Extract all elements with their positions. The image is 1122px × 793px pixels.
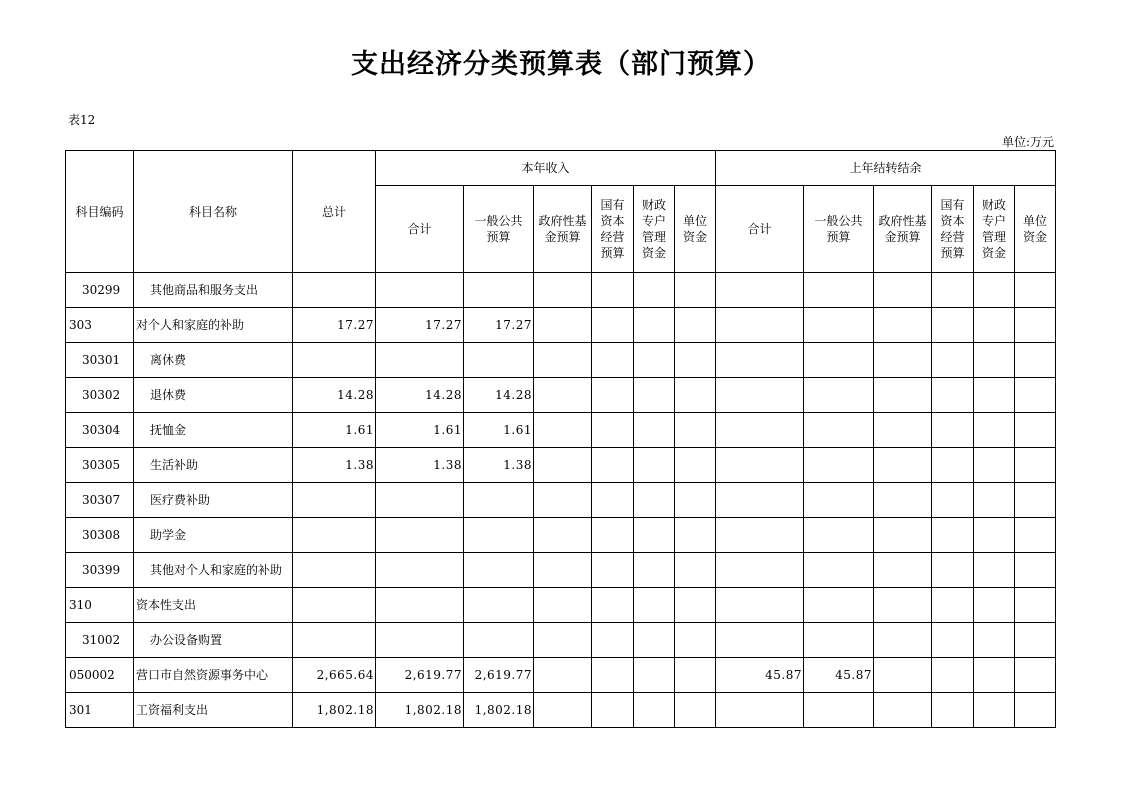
table-row <box>66 553 1056 588</box>
row-value <box>716 483 804 518</box>
row-value <box>974 623 1015 658</box>
row-value <box>716 553 804 588</box>
row-name: 营口市自然资源事务中心 <box>134 658 293 693</box>
table-row <box>66 378 1056 413</box>
row-code: 301 <box>66 693 134 728</box>
row-value <box>675 588 716 623</box>
row-value <box>376 553 464 588</box>
row-value <box>634 693 675 728</box>
row-code: 30302 <box>66 378 134 413</box>
header-current-income: 本年收入 <box>376 151 716 186</box>
row-value <box>804 343 874 378</box>
row-code: 303 <box>66 308 134 343</box>
header-income-fund: 政府性基金预算 <box>534 186 592 273</box>
row-value <box>592 623 634 658</box>
row-value <box>634 343 675 378</box>
row-value <box>974 693 1015 728</box>
header-carryover-general: 一般公共预算 <box>804 186 874 273</box>
row-value <box>634 448 675 483</box>
row-value <box>932 518 974 553</box>
row-value <box>675 623 716 658</box>
row-code: 31002 <box>66 623 134 658</box>
row-value <box>534 273 592 308</box>
row-value <box>974 588 1015 623</box>
row-value <box>293 483 376 518</box>
table-row <box>66 658 1056 693</box>
row-value <box>293 343 376 378</box>
row-value <box>293 518 376 553</box>
budget-table <box>65 150 1056 728</box>
row-value <box>974 413 1015 448</box>
header-carryover-special: 财政专户管理资金 <box>974 186 1015 273</box>
header-income-unit-fund: 单位资金 <box>675 186 716 273</box>
row-value <box>874 693 932 728</box>
row-value <box>932 658 974 693</box>
table-row <box>66 413 1056 448</box>
row-value <box>376 588 464 623</box>
row-value <box>293 273 376 308</box>
row-value <box>464 623 534 658</box>
table-row <box>66 273 1056 308</box>
row-value <box>932 413 974 448</box>
row-value <box>376 273 464 308</box>
row-value <box>874 308 932 343</box>
row-value <box>932 553 974 588</box>
row-value: 2,665.64 <box>293 658 376 693</box>
row-value: 1,802.18 <box>376 693 464 728</box>
row-value <box>804 413 874 448</box>
row-value <box>592 343 634 378</box>
row-value: 1.38 <box>464 448 534 483</box>
row-value: 2,619.77 <box>464 658 534 693</box>
row-code: 30301 <box>66 343 134 378</box>
table-row <box>66 588 1056 623</box>
row-value <box>716 378 804 413</box>
table-body <box>66 273 1056 728</box>
row-name: 工资福利支出 <box>134 693 293 728</box>
row-value <box>592 378 634 413</box>
table-row <box>66 483 1056 518</box>
row-value <box>974 378 1015 413</box>
row-value <box>932 483 974 518</box>
row-value <box>932 378 974 413</box>
row-value <box>376 343 464 378</box>
row-value <box>974 553 1015 588</box>
row-value <box>1015 588 1056 623</box>
row-value <box>293 623 376 658</box>
row-value: 1.38 <box>376 448 464 483</box>
header-carryover-unit-fund: 单位资金 <box>1015 186 1056 273</box>
row-value <box>804 518 874 553</box>
unit-label: 单位:万元 <box>1001 135 1054 149</box>
row-value <box>1015 553 1056 588</box>
row-value <box>1015 623 1056 658</box>
row-value <box>974 343 1015 378</box>
row-value <box>932 273 974 308</box>
row-value <box>464 518 534 553</box>
table-row <box>66 693 1056 728</box>
row-value <box>534 553 592 588</box>
table-row <box>66 308 1056 343</box>
row-value <box>634 273 675 308</box>
row-value <box>634 588 675 623</box>
row-value: 17.27 <box>293 308 376 343</box>
row-value <box>534 448 592 483</box>
row-value <box>804 588 874 623</box>
row-value <box>974 273 1015 308</box>
row-value <box>592 483 634 518</box>
row-value <box>534 483 592 518</box>
row-value <box>874 343 932 378</box>
row-value <box>376 518 464 553</box>
row-value: 17.27 <box>376 308 464 343</box>
row-value <box>1015 413 1056 448</box>
row-value <box>716 273 804 308</box>
header-income-general: 一般公共预算 <box>464 186 534 273</box>
header-total: 总计 <box>293 151 376 273</box>
row-value <box>675 378 716 413</box>
table-number: 表12 <box>68 113 96 127</box>
row-value <box>464 273 534 308</box>
row-value <box>592 273 634 308</box>
row-value <box>675 308 716 343</box>
row-value <box>1015 518 1056 553</box>
row-value <box>716 448 804 483</box>
row-value: 14.28 <box>464 378 534 413</box>
row-value <box>874 483 932 518</box>
row-value <box>634 308 675 343</box>
header-income-sum: 合计 <box>376 186 464 273</box>
row-value <box>974 518 1015 553</box>
row-value <box>974 448 1015 483</box>
row-name: 离休费 <box>134 343 293 378</box>
row-value <box>932 448 974 483</box>
row-code: 30307 <box>66 483 134 518</box>
row-value <box>534 658 592 693</box>
row-value <box>932 308 974 343</box>
row-value <box>804 483 874 518</box>
row-value <box>1015 483 1056 518</box>
row-value <box>1015 448 1056 483</box>
table-row <box>66 343 1056 378</box>
row-value <box>592 448 634 483</box>
row-name: 生活补助 <box>134 448 293 483</box>
row-code: 30399 <box>66 553 134 588</box>
row-value <box>675 483 716 518</box>
row-value <box>932 693 974 728</box>
row-name: 其他商品和服务支出 <box>134 273 293 308</box>
row-value: 45.87 <box>804 658 874 693</box>
row-value <box>804 693 874 728</box>
row-value <box>874 623 932 658</box>
row-value <box>464 483 534 518</box>
row-value <box>716 413 804 448</box>
row-value <box>675 518 716 553</box>
row-value <box>592 658 634 693</box>
row-value: 1.61 <box>293 413 376 448</box>
row-value <box>534 623 592 658</box>
row-value <box>874 448 932 483</box>
row-value <box>592 588 634 623</box>
row-value <box>534 588 592 623</box>
row-value <box>804 308 874 343</box>
row-name: 资本性支出 <box>134 588 293 623</box>
row-value <box>974 658 1015 693</box>
row-value <box>534 343 592 378</box>
row-value <box>716 588 804 623</box>
row-value <box>974 483 1015 518</box>
row-value <box>293 588 376 623</box>
row-code: 30308 <box>66 518 134 553</box>
header-carryover-fund: 政府性基金预算 <box>874 186 932 273</box>
row-value <box>592 308 634 343</box>
row-value <box>716 343 804 378</box>
row-value <box>932 623 974 658</box>
row-value <box>534 378 592 413</box>
header-carryover-sum: 合计 <box>716 186 804 273</box>
table-row <box>66 623 1056 658</box>
table-row <box>66 448 1056 483</box>
row-value <box>592 413 634 448</box>
row-value <box>464 343 534 378</box>
row-value <box>634 483 675 518</box>
row-name: 医疗费补助 <box>134 483 293 518</box>
row-value <box>804 378 874 413</box>
header-carryover-state-capital: 国有资本经营预算 <box>932 186 974 273</box>
row-value <box>675 273 716 308</box>
row-value <box>464 588 534 623</box>
header-carryover: 上年结转结余 <box>716 151 1056 186</box>
row-value <box>675 448 716 483</box>
row-value <box>932 588 974 623</box>
row-value <box>1015 378 1056 413</box>
header-name: 科目名称 <box>134 151 293 273</box>
row-value <box>634 518 675 553</box>
row-value <box>874 413 932 448</box>
row-value <box>974 308 1015 343</box>
row-value: 1,802.18 <box>464 693 534 728</box>
row-value <box>874 378 932 413</box>
row-name: 助学金 <box>134 518 293 553</box>
row-value: 1.38 <box>293 448 376 483</box>
row-value <box>804 273 874 308</box>
row-code: 310 <box>66 588 134 623</box>
header-income-state-capital: 国有资本经营预算 <box>592 186 634 273</box>
row-value <box>874 658 932 693</box>
row-value <box>1015 693 1056 728</box>
row-name: 办公设备购置 <box>134 623 293 658</box>
row-value <box>1015 273 1056 308</box>
row-value <box>716 308 804 343</box>
row-value: 17.27 <box>464 308 534 343</box>
row-value <box>675 693 716 728</box>
row-value <box>464 553 534 588</box>
row-value <box>634 623 675 658</box>
row-value <box>376 483 464 518</box>
row-value <box>874 273 932 308</box>
row-value <box>675 343 716 378</box>
row-value <box>874 588 932 623</box>
row-value: 14.28 <box>376 378 464 413</box>
row-value <box>534 518 592 553</box>
row-name: 对个人和家庭的补助 <box>134 308 293 343</box>
row-value: 1.61 <box>376 413 464 448</box>
row-value <box>716 693 804 728</box>
header-code: 科目编码 <box>66 151 134 273</box>
page-title: 支出经济分类预算表（部门预算） <box>351 49 771 80</box>
row-value <box>634 378 675 413</box>
row-value <box>534 308 592 343</box>
row-name: 退休费 <box>134 378 293 413</box>
row-code: 30305 <box>66 448 134 483</box>
row-value <box>293 553 376 588</box>
header-income-special: 财政专户管理资金 <box>634 186 675 273</box>
row-name: 抚恤金 <box>134 413 293 448</box>
table-row <box>66 518 1056 553</box>
row-value <box>534 413 592 448</box>
row-value <box>804 553 874 588</box>
row-value <box>675 553 716 588</box>
row-value <box>634 413 675 448</box>
row-value <box>376 623 464 658</box>
row-value: 45.87 <box>716 658 804 693</box>
row-value <box>874 518 932 553</box>
row-name: 其他对个人和家庭的补助 <box>134 553 293 588</box>
row-value <box>874 553 932 588</box>
row-value <box>675 413 716 448</box>
row-value <box>804 623 874 658</box>
row-value: 2,619.77 <box>376 658 464 693</box>
row-value <box>634 658 675 693</box>
row-value <box>932 343 974 378</box>
row-value <box>1015 343 1056 378</box>
row-value <box>804 448 874 483</box>
row-value <box>634 553 675 588</box>
row-code: 30299 <box>66 273 134 308</box>
row-value <box>1015 308 1056 343</box>
row-value: 14.28 <box>293 378 376 413</box>
row-value <box>592 518 634 553</box>
row-code: 30304 <box>66 413 134 448</box>
row-value <box>534 693 592 728</box>
row-code: 050002 <box>66 658 134 693</box>
row-value <box>1015 658 1056 693</box>
row-value <box>592 553 634 588</box>
row-value <box>592 693 634 728</box>
row-value <box>716 518 804 553</box>
row-value: 1,802.18 <box>293 693 376 728</box>
row-value: 1.61 <box>464 413 534 448</box>
row-value <box>716 623 804 658</box>
row-value <box>675 658 716 693</box>
